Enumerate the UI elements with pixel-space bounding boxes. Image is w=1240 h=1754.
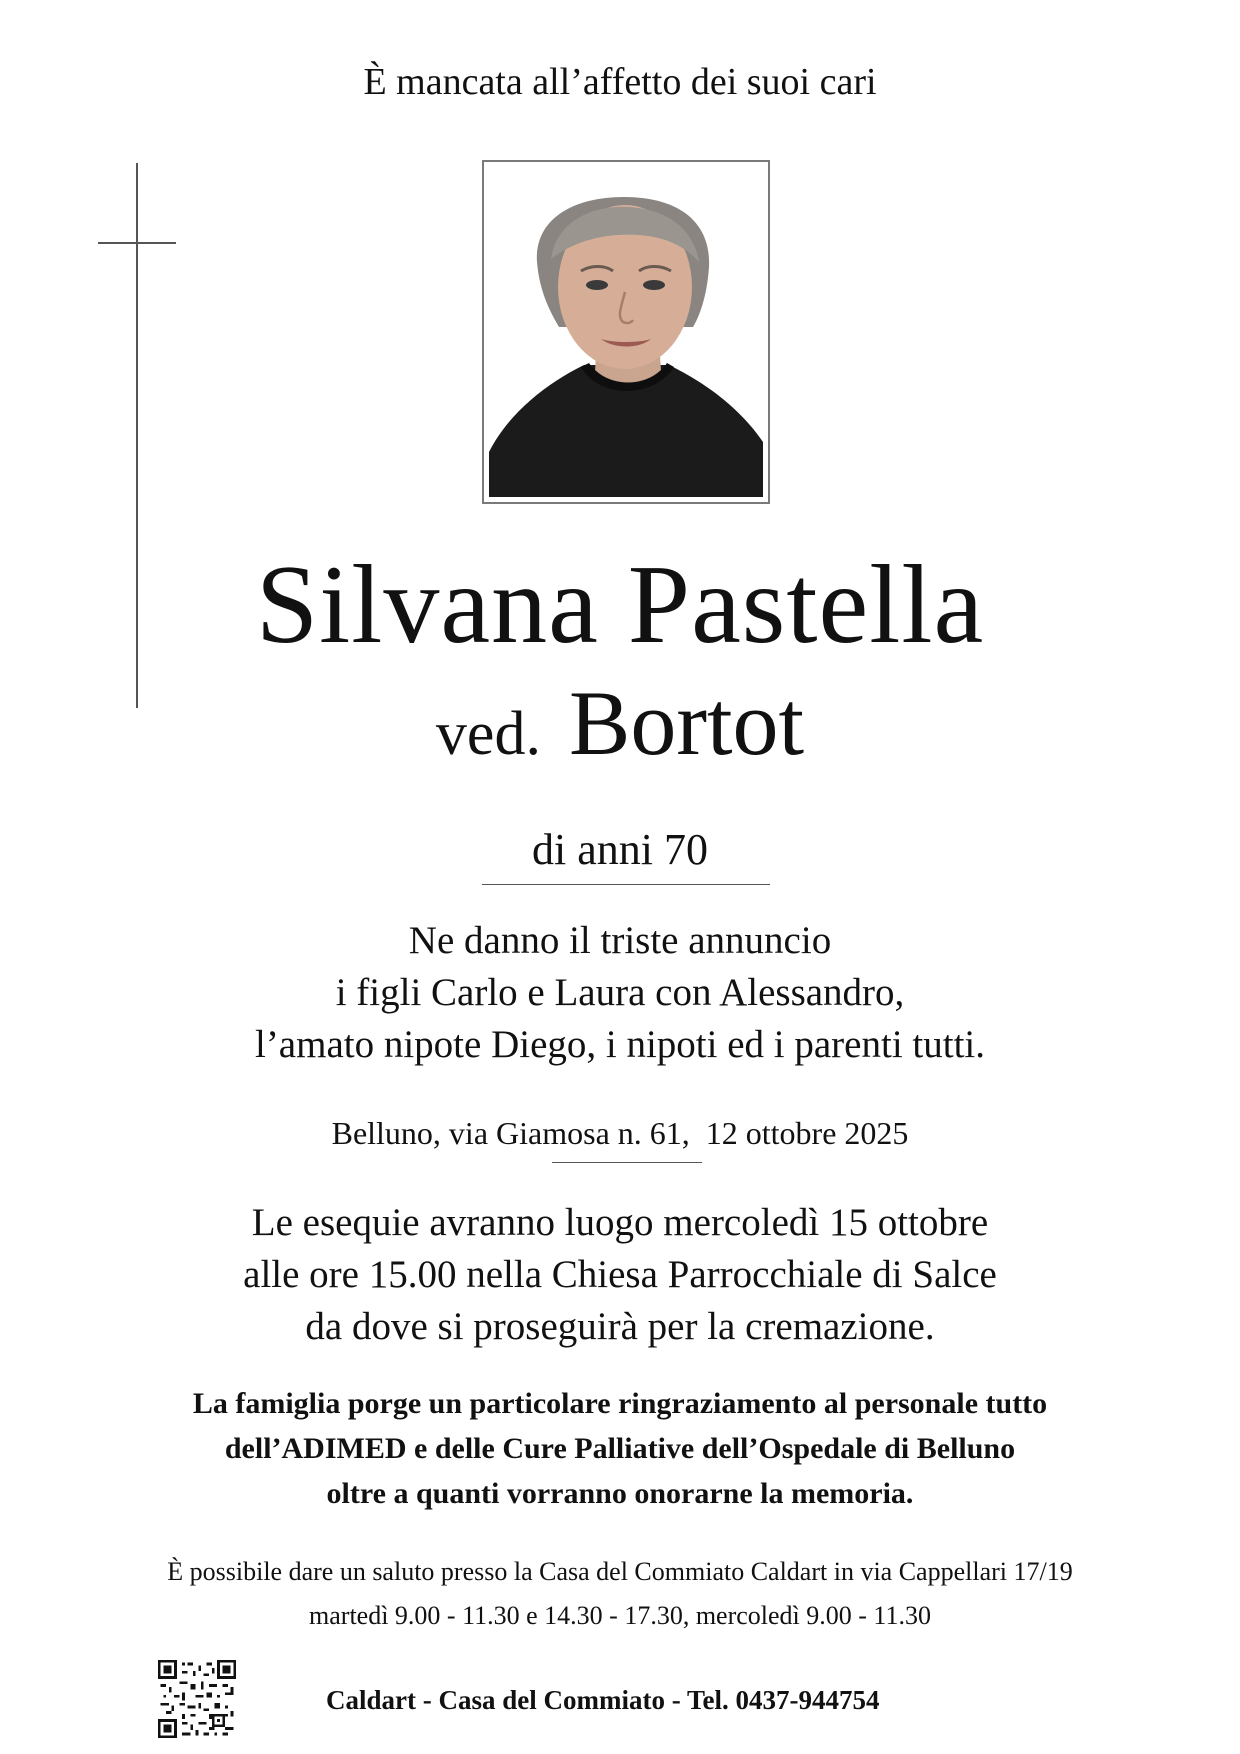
thanks-line: dell’ADIMED e delle Cure Palliative dell’Ospedale di Belluno xyxy=(224,1432,1016,1465)
visitation-line: È possibile dare un saluto presso la Casa del Commiato Caldart in via Cappellari 17/19 xyxy=(167,1557,1073,1586)
visitation-block xyxy=(0,1550,1240,1638)
funeral-line: Le esequie avranno luogo mercoledì 15 ottobre xyxy=(251,1201,989,1244)
announcement-line: Ne danno il triste annuncio xyxy=(408,919,832,962)
married-surname: Bortot xyxy=(568,672,805,774)
portrait-photo xyxy=(482,160,770,504)
widow-prefix: ved. xyxy=(435,700,541,768)
funeral-line: da dove si proseguirà per la cremazione. xyxy=(305,1305,935,1348)
visitation-line: martedì 9.00 - 11.30 e 14.30 - 17.30, mercoledì 9.00 - 11.30 xyxy=(309,1601,931,1630)
married-name-line xyxy=(0,668,1240,789)
footer-contact: Caldart - Casa del Commiato - Tel. 0437-944754 xyxy=(326,1685,880,1715)
header-text: È mancata all’affetto dei suoi cari xyxy=(363,61,877,103)
thanks-block xyxy=(0,1381,1240,1516)
thanks-line: La famiglia porge un particolare ringraziamento al personale tutto xyxy=(192,1387,1048,1420)
funeral-line: alle ore 15.00 nella Chiesa Parrocchiale di Salce xyxy=(243,1253,997,1296)
funeral-info-block xyxy=(0,1197,1240,1353)
qr-code-icon[interactable] xyxy=(158,1660,236,1738)
announcement-line: i figli Carlo e Laura con Alessandro, xyxy=(335,971,905,1014)
place-date-divider xyxy=(552,1162,702,1163)
age-text: di anni 70 xyxy=(532,825,708,874)
deceased-name: Silvana Pastella xyxy=(255,543,985,667)
portrait-illustration xyxy=(489,167,763,497)
announcement-block xyxy=(0,915,1240,1071)
cross-horizontal-bar xyxy=(98,242,176,244)
thanks-line: oltre a quanti vorranno onorarne la memoria. xyxy=(326,1477,914,1510)
place-date: Belluno, via Giamosa n. 61, 12 ottobre 2025 xyxy=(331,1115,909,1151)
announcement-line: l’amato nipote Diego, i nipoti ed i parenti tutti. xyxy=(254,1023,985,1066)
age-divider xyxy=(482,884,770,885)
